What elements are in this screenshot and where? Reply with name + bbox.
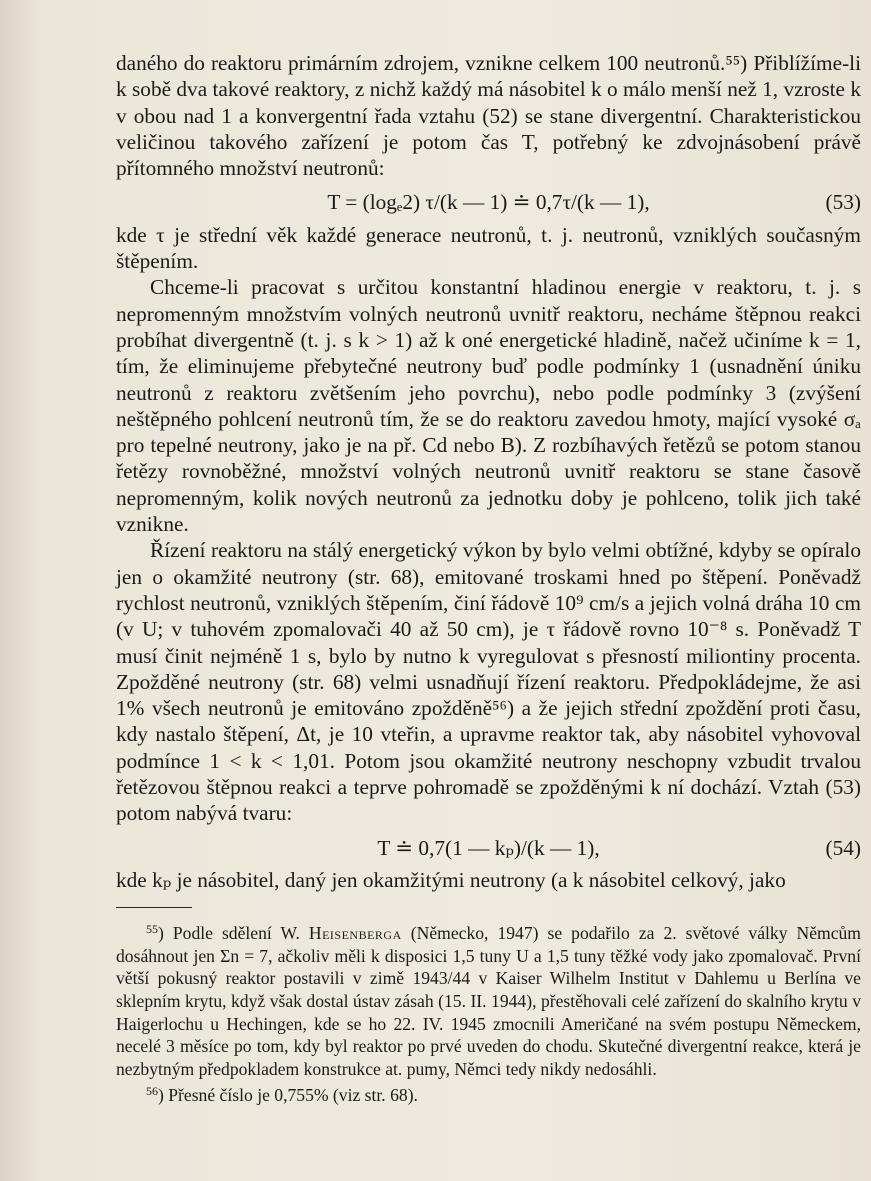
text-column	[116, 50, 861, 1107]
footnote-55-name: Heisenberga	[308, 923, 402, 944]
equation-54	[116, 835, 861, 861]
equation-53	[116, 189, 861, 215]
footnote-56-text: ) Přesné číslo je 0,755% (viz str. 68).	[158, 1085, 418, 1106]
footnote-55-mark: 55	[146, 922, 158, 937]
paragraph-2: kde τ je střední věk každé generace neutronů, t. j. neutronů, vzniklých současným štěpením.	[116, 222, 861, 274]
footnote-divider	[116, 907, 192, 908]
paragraph-4: Řízení reaktoru na stálý energetický výkon by bylo velmi obtížné, kdyby se opíralo jen o okamžité neutrony (str. 68), emitované troskami hned po štěpení. Poněvadž rychlost neutronů, vzniklých štěpením, činí řádově 10⁹ cm/s a jejich volná dráha 10 cm (v U; v tuhovém zpomalovači 40 až 50 cm), je τ řádově rovno 10⁻⁸ s. Poněvadž T musí činit nejméně 1 s, bylo by nutno k vyregulovat s přesností miliontiny procenta. Zpožděné neutrony (str. 68) velmi usnadňují řízení reaktoru. Předpokládejme, že asi 1% všech neutronů je emitováno zpožděně⁵⁶) a že jejich střední zpoždění proti času, kdy nastalo štěpení, Δt, je 10 vteřin, a upravme reaktor tak, aby násobitel vyhovoval podmínce 1 < k < 1,01. Potom jsou okamžité neutrony neschopny vzbudit trvalou řetězovou štěpnou reakci a teprve pohromadě se zpožděnými k ní dochází. Vztah (53) potom nabývá tvaru:	[116, 538, 861, 826]
equation-54-number: (54)	[825, 835, 861, 860]
equation-54-formula: T ≐ 0,7(1 — kₚ)/(k — 1),	[377, 835, 600, 860]
footnote-55-text-before: ) Podle sdělení W.	[158, 923, 309, 944]
equation-53-number: (53)	[825, 190, 861, 215]
paragraph-1: daného do reaktoru primárním zdrojem, vznikne celkem 100 neutronů.⁵⁵) Přiblížíme-li k sobě dva takové reaktory, z nichž každý má násobitel k o málo menší než 1, vzroste k v obou nad 1 a konvergentní řada vztahu (52) se stane divergentní. Charakteristickou veličinou takového zařízení je potom čas T, potřebný ke zdvojnásobení právě přítomného množství neutronů:	[116, 51, 861, 181]
footnote-56	[116, 1080, 861, 1107]
equation-53-formula: T = (logₑ2) τ/(k — 1) ≐ 0,7τ/(k — 1),	[327, 190, 650, 215]
footnote-56-mark: 56	[146, 1084, 158, 1099]
paragraph-5: kde kₚ je násobitel, daný jen okamžitými neutrony (a k násobitel celkový, jako	[116, 867, 786, 892]
footnote-55-text-after: (Německo, 1947) se podařilo za 2. světové války Němcům dosáhnout jen Σn = 7, ačkoliv měli k disposici 1,5 tuny U a 1,5 tuny těžké vody jako zpomalovač. První větší pokusný reaktor postavili v zimě 1943/44 v Kaiser Wilhelm Institut v Dahlemu u Berlína ve sklepním krytu, když však dostal ústav zásah (15. II. 1944), přestěhovali celé zařízení do skalního krytu v Haigerlochu u Hechingen, kde se ho 22. IV. 1945 zmocnili Američané na svém postupu Německem, necelé 3 měsíce po tom, kdy byl reaktor po prvé uveden do chodu. Skutečné divergentní reakce, která je nezbytným předpokladem konstrukce at. pumy, Němci tedy nikdy nedosáhli.	[116, 923, 861, 1079]
paragraph-3: Chceme-li pracovat s určitou konstantní hladinou energie v reaktoru, t. j. s nepromenným množstvím volných neutronů uvnitř reaktoru, necháme štěpnou reakci probíhat divergentně (t. j. s k > 1) až k oné energetické hladině, načež učiníme k = 1, tím, že eliminujeme přebytečné neutrony buď podle podmínky 1 (usnadnění úniku neutronů z reaktoru zvětšením jeho povrchu), nebo podle podmínky 3 (zvýšení neštěpného pohlcení neutronů tím, že se do reaktoru zavedou hmoty, mající vysoké σₐ pro tepelné neutrony, jako je na př. Cd nebo B). Z rozbíhavých řetězů se potom stanou řetězy rovnoběžné, množství volných neutronů uvnitř reaktoru se stane časově nepromenným, kolik nových neutronů za jednotku doby je pohlceno, tolik jich také vznikne.	[116, 275, 861, 537]
footnote-55	[116, 918, 861, 1080]
